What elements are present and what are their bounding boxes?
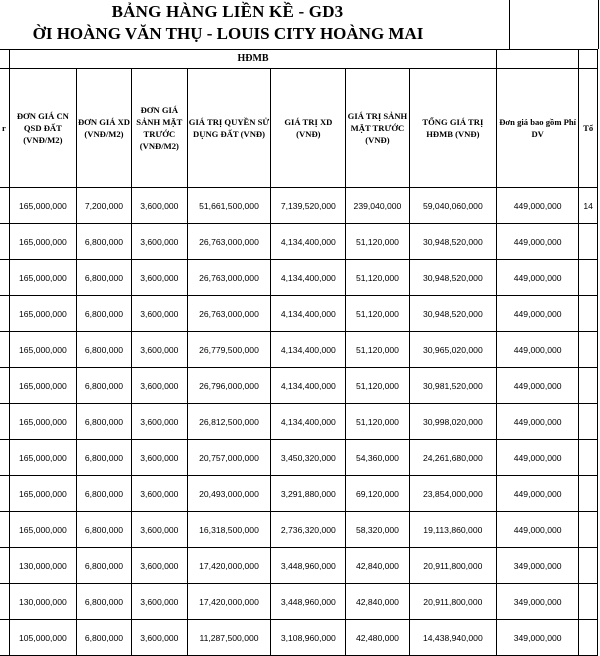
column-header: TỔNG GIÁ TRỊ HĐMB (VNĐ): [409, 69, 496, 188]
table-cell: 165,000,000: [9, 368, 76, 404]
table-cell: 26,763,000,000: [187, 224, 271, 260]
table-cell: 165,000,000: [9, 260, 76, 296]
table-cell: 6,800,000: [76, 620, 131, 656]
table-cell: 165,000,000: [9, 296, 76, 332]
table-cell: 3,600,000: [132, 368, 187, 404]
table-cell: 3,291,880,000: [271, 476, 346, 512]
table-cell: 449,000,000: [497, 224, 579, 260]
table-cell: 449,000,000: [497, 440, 579, 476]
column-header: ĐƠN GIÁ XD (VNĐ/M2): [76, 69, 131, 188]
table-cell: 20,757,000,000: [187, 440, 271, 476]
table-cell: 165,000,000: [9, 188, 76, 224]
table-cell: 349,000,000: [497, 548, 579, 584]
table-row: [0, 476, 598, 512]
table-cell: 105,000,000: [9, 620, 76, 656]
table-cell: 6,800,000: [76, 584, 131, 620]
table-cell: 51,120,000: [346, 224, 409, 260]
table-cell: [579, 512, 598, 548]
table-cell: 6,800,000: [76, 296, 131, 332]
table-cell: 3,450,320,000: [271, 440, 346, 476]
column-header: GIÁ TRỊ QUYỀN SỬ DỤNG ĐẤT (VNĐ): [187, 69, 271, 188]
table-cell: 4,134,400,000: [271, 368, 346, 404]
table-row: [0, 440, 598, 476]
table-cell: 26,779,500,000: [187, 332, 271, 368]
table-cell: 165,000,000: [9, 512, 76, 548]
table-row: [0, 368, 598, 404]
table-body: [0, 188, 598, 656]
table-cell: 130,000,000: [9, 548, 76, 584]
table-cell: 20,911,800,000: [409, 548, 496, 584]
table-row: [0, 548, 598, 584]
row-edge-cell: [0, 296, 9, 332]
table-cell: 14: [579, 188, 598, 224]
group-header-left-blank: [0, 50, 9, 69]
table-cell: [579, 620, 598, 656]
table-cell: [579, 260, 598, 296]
row-edge-cell: [0, 224, 9, 260]
row-edge-cell: [0, 440, 9, 476]
table-cell: 17,420,000,000: [187, 548, 271, 584]
table-cell: [579, 332, 598, 368]
table-cell: 3,448,960,000: [271, 584, 346, 620]
table-cell: 449,000,000: [497, 332, 579, 368]
column-header: GIÁ TRỊ SẢNH MẶT TRƯỚC (VNĐ): [346, 69, 409, 188]
table-cell: 4,134,400,000: [271, 332, 346, 368]
table-cell: 6,800,000: [76, 512, 131, 548]
column-header: ĐƠN GIÁ CN QSD ĐẤT (VNĐ/M2): [9, 69, 76, 188]
table-row: [0, 512, 598, 548]
table-cell: 130,000,000: [9, 584, 76, 620]
table-cell: 449,000,000: [497, 188, 579, 224]
table-cell: 3,600,000: [132, 440, 187, 476]
group-header-edge-blank: [579, 50, 598, 69]
table-cell: 6,800,000: [76, 332, 131, 368]
table-cell: 3,600,000: [132, 188, 187, 224]
row-edge-cell: [0, 548, 9, 584]
table-cell: 165,000,000: [9, 476, 76, 512]
table-cell: 51,120,000: [346, 368, 409, 404]
column-header: Đơn giá bao gồm Phí DV: [497, 69, 579, 188]
table-row: [0, 224, 598, 260]
table-cell: [579, 368, 598, 404]
table-cell: 6,800,000: [76, 260, 131, 296]
table-cell: [579, 584, 598, 620]
table-row: [0, 296, 598, 332]
sheet-title-line1: BẢNG HÀNG LIỀN KỀ - GD3: [111, 2, 344, 21]
row-edge-cell: [0, 404, 9, 440]
table-cell: 449,000,000: [497, 260, 579, 296]
table-cell: 6,800,000: [76, 548, 131, 584]
table-cell: [579, 224, 598, 260]
table-cell: 30,948,520,000: [409, 296, 496, 332]
table-cell: 6,800,000: [76, 224, 131, 260]
table-cell: 3,600,000: [132, 224, 187, 260]
table-cell: [579, 296, 598, 332]
row-edge-cell: [0, 332, 9, 368]
table-cell: 26,812,500,000: [187, 404, 271, 440]
table-cell: 14,438,940,000: [409, 620, 496, 656]
table-cell: 3,600,000: [132, 476, 187, 512]
sheet-title-line2: ỜI HOÀNG VĂN THỤ - LOUIS CITY HOÀNG MAI: [32, 24, 424, 43]
table-cell: 4,134,400,000: [271, 296, 346, 332]
table-cell: 42,480,000: [346, 620, 409, 656]
table-cell: 26,763,000,000: [187, 296, 271, 332]
table-cell: 2,736,320,000: [271, 512, 346, 548]
table-cell: 26,763,000,000: [187, 260, 271, 296]
table-cell: 449,000,000: [497, 296, 579, 332]
table-cell: 3,108,960,000: [271, 620, 346, 656]
title-divider-far-right: [598, 0, 599, 49]
table-cell: 16,318,500,000: [187, 512, 271, 548]
table-cell: 3,448,960,000: [271, 548, 346, 584]
table-cell: 6,800,000: [76, 476, 131, 512]
column-header: ĐƠN GIÁ SẢNH MẶT TRƯỚC (VNĐ/M2): [132, 69, 187, 188]
table-cell: 59,040,060,000: [409, 188, 496, 224]
table-cell: 3,600,000: [132, 332, 187, 368]
table-row: [0, 404, 598, 440]
column-header-left-edge: r: [0, 69, 9, 188]
table-cell: 3,600,000: [132, 260, 187, 296]
table-row: [0, 188, 598, 224]
table-cell: 449,000,000: [497, 476, 579, 512]
row-edge-cell: [0, 188, 9, 224]
table-cell: 349,000,000: [497, 620, 579, 656]
table-cell: 3,600,000: [132, 548, 187, 584]
table-cell: [579, 440, 598, 476]
table-cell: 6,800,000: [76, 368, 131, 404]
table-cell: 26,796,000,000: [187, 368, 271, 404]
table-cell: 3,600,000: [132, 620, 187, 656]
table-cell: [579, 404, 598, 440]
row-edge-cell: [0, 512, 9, 548]
table-cell: 30,948,520,000: [409, 224, 496, 260]
table-cell: 54,360,000: [346, 440, 409, 476]
column-header: GIÁ TRỊ XD (VNĐ): [271, 69, 346, 188]
table-cell: 20,493,000,000: [187, 476, 271, 512]
group-header-hdmb: HĐMB: [9, 50, 496, 69]
table-cell: 7,139,520,000: [271, 188, 346, 224]
table-row: [0, 584, 598, 620]
table-cell: 30,965,020,000: [409, 332, 496, 368]
table-cell: 3,600,000: [132, 512, 187, 548]
table-cell: 23,854,000,000: [409, 476, 496, 512]
row-edge-cell: [0, 368, 9, 404]
table-cell: 4,134,400,000: [271, 260, 346, 296]
table-cell: 20,911,800,000: [409, 584, 496, 620]
table-cell: 3,600,000: [132, 296, 187, 332]
table-cell: 3,600,000: [132, 404, 187, 440]
table-cell: 7,200,000: [76, 188, 131, 224]
table-cell: 4,134,400,000: [271, 224, 346, 260]
table-cell: 30,948,520,000: [409, 260, 496, 296]
table-cell: 11,287,500,000: [187, 620, 271, 656]
row-edge-cell: [0, 620, 9, 656]
group-header-blank: [497, 50, 579, 69]
table-cell: [579, 476, 598, 512]
table-cell: 165,000,000: [9, 440, 76, 476]
table-cell: 51,120,000: [346, 404, 409, 440]
table-cell: 449,000,000: [497, 368, 579, 404]
table-cell: [579, 548, 598, 584]
table-row: [0, 260, 598, 296]
table-cell: 17,420,000,000: [187, 584, 271, 620]
table-cell: 30,981,520,000: [409, 368, 496, 404]
table-row: [0, 620, 598, 656]
table-cell: 6,800,000: [76, 440, 131, 476]
table-cell: 58,320,000: [346, 512, 409, 548]
table-cell: 165,000,000: [9, 224, 76, 260]
table-cell: 6,800,000: [76, 404, 131, 440]
table-cell: 30,998,020,000: [409, 404, 496, 440]
table-cell: 24,261,680,000: [409, 440, 496, 476]
price-table: [0, 49, 598, 656]
table-cell: 449,000,000: [497, 404, 579, 440]
table-row: [0, 332, 598, 368]
table-cell: 19,113,860,000: [409, 512, 496, 548]
column-header: Tổ: [579, 69, 598, 188]
table-cell: 165,000,000: [9, 332, 76, 368]
row-edge-cell: [0, 584, 9, 620]
table-cell: 349,000,000: [497, 584, 579, 620]
table-cell: 3,600,000: [132, 584, 187, 620]
table-cell: 51,120,000: [346, 332, 409, 368]
table-cell: 4,134,400,000: [271, 404, 346, 440]
group-header-row: [0, 50, 598, 69]
table-cell: 449,000,000: [497, 512, 579, 548]
row-edge-cell: [0, 476, 9, 512]
table-cell: 51,120,000: [346, 296, 409, 332]
table-cell: 239,040,000: [346, 188, 409, 224]
table-cell: 69,120,000: [346, 476, 409, 512]
table-cell: 51,661,500,000: [187, 188, 271, 224]
column-header-row: [0, 69, 598, 188]
table-cell: 42,840,000: [346, 548, 409, 584]
row-edge-cell: [0, 260, 9, 296]
table-cell: 51,120,000: [346, 260, 409, 296]
table-cell: 42,840,000: [346, 584, 409, 620]
title-divider-right: [509, 0, 510, 49]
table-cell: 165,000,000: [9, 404, 76, 440]
